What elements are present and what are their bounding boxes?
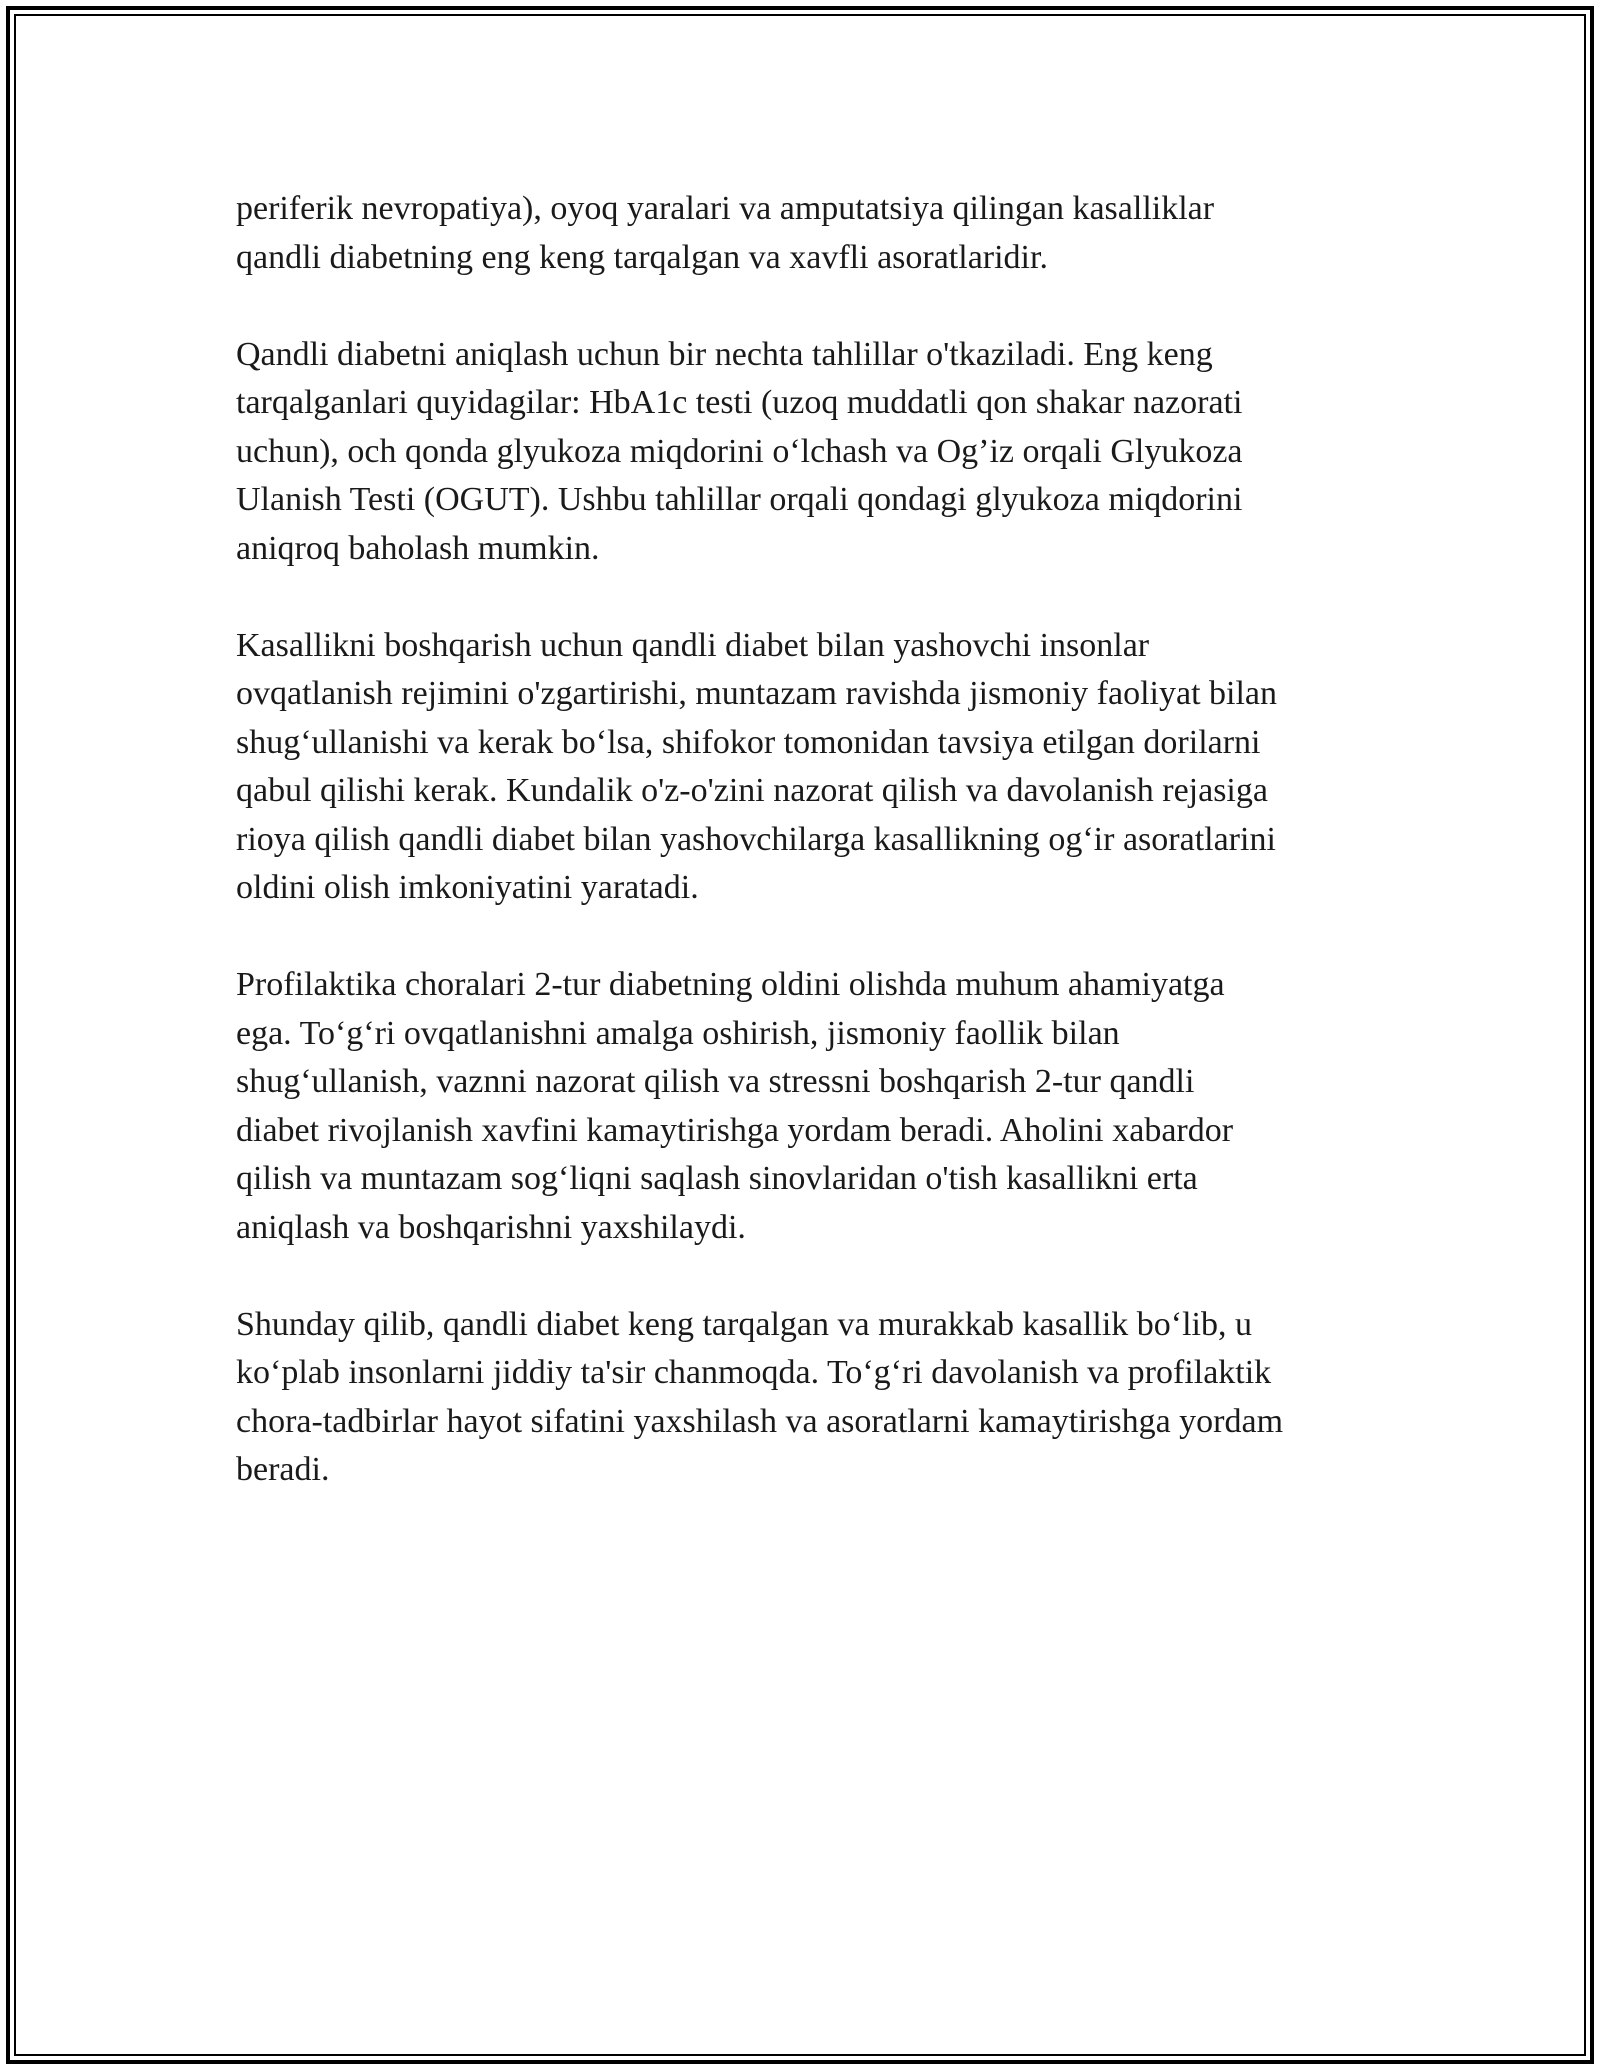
- text-line: Ulanish Testi (OGUT). Ushbu tahlillar orqali qondagi glyukoza miqdorini: [236, 481, 1243, 518]
- text-line: ko‘plab insonlarni jiddiy ta'sir chanmoqda. To‘g‘ri davolanish va profilaktik: [236, 1354, 1272, 1391]
- paragraph-5: [236, 1301, 1386, 1495]
- text-line: aniqroq baholash mumkin.: [236, 529, 600, 567]
- paragraph-3: [236, 622, 1386, 913]
- text-line: qabul qilishi kerak. Kundalik o'z-o'zini nazorat qilish va davolanish rejasiga: [236, 772, 1268, 809]
- text-line: diabet rivojlanish xavfini kamaytirishga yordam beradi. Aholini xabardor: [236, 1111, 1234, 1149]
- text-line: oldini olish imkoniyatini yaratadi.: [236, 869, 699, 906]
- text-line: shug‘ullanishi va kerak bo‘lsa, shifokor tomonidan tavsiya etilgan dorilarni: [236, 723, 1261, 761]
- paragraph-2: [236, 331, 1386, 574]
- text-line: ega. To‘g‘ri ovqatlanishni amalga oshirish, jismoniy faollik bilan: [236, 1014, 1120, 1052]
- paragraph-4: [236, 961, 1386, 1252]
- text-line: ovqatlanish rejimini o'zgartirishi, muntazam ravishda jismoniy faoliyat bilan: [236, 675, 1278, 712]
- text-line: qilish va muntazam sog‘liqni saqlash sinovlaridan o'tish kasallikni erta: [236, 1160, 1198, 1197]
- text-line: Kasallikni boshqarish uchun qandli diabet bilan yashovchi insonlar: [236, 626, 1150, 664]
- text-line: qandli diabetning eng keng tarqalgan va xavfli asoratlaridir.: [236, 238, 1048, 276]
- text-line: uchun), och qonda glyukoza miqdorini o‘lchash va Og’iz orqali Glyukoza: [236, 432, 1243, 470]
- text-line: shug‘ullanish, vaznni nazorat qilish va stressni boshqarish 2-tur qandli: [236, 1063, 1195, 1100]
- text-line: aniqlash va boshqarishni yaxshilaydi.: [236, 1208, 746, 1246]
- text-line: chora-tadbirlar hayot sifatini yaxshilash va asoratlarni kamaytirishga yordam: [236, 1402, 1284, 1440]
- text-line: periferik nevropatiya), oyoq yaralari va amputatsiya qilingan kasalliklar: [236, 190, 1215, 227]
- text-line: rioya qilish qandli diabet bilan yashovchilarga kasallikning og‘ir asoratlarini: [236, 820, 1276, 858]
- text-line: Qandli diabetni aniqlash uchun bir nechta tahlillar o'tkaziladi. Eng keng: [236, 335, 1213, 373]
- text-line: Profilaktika choralari 2-tur diabetning oldini olishda muhum ahamiyatga: [236, 966, 1225, 1003]
- text-line: Shunday qilib, qandli diabet keng tarqalgan va murakkab kasallik bo‘lib, u: [236, 1305, 1252, 1343]
- document-body: [236, 185, 1386, 1543]
- paragraph-1: [236, 185, 1386, 282]
- text-line: tarqalganlari quyidagilar: HbA1c testi (uzoq muddatli qon shakar nazorati: [236, 384, 1243, 421]
- text-line: beradi.: [236, 1451, 330, 1488]
